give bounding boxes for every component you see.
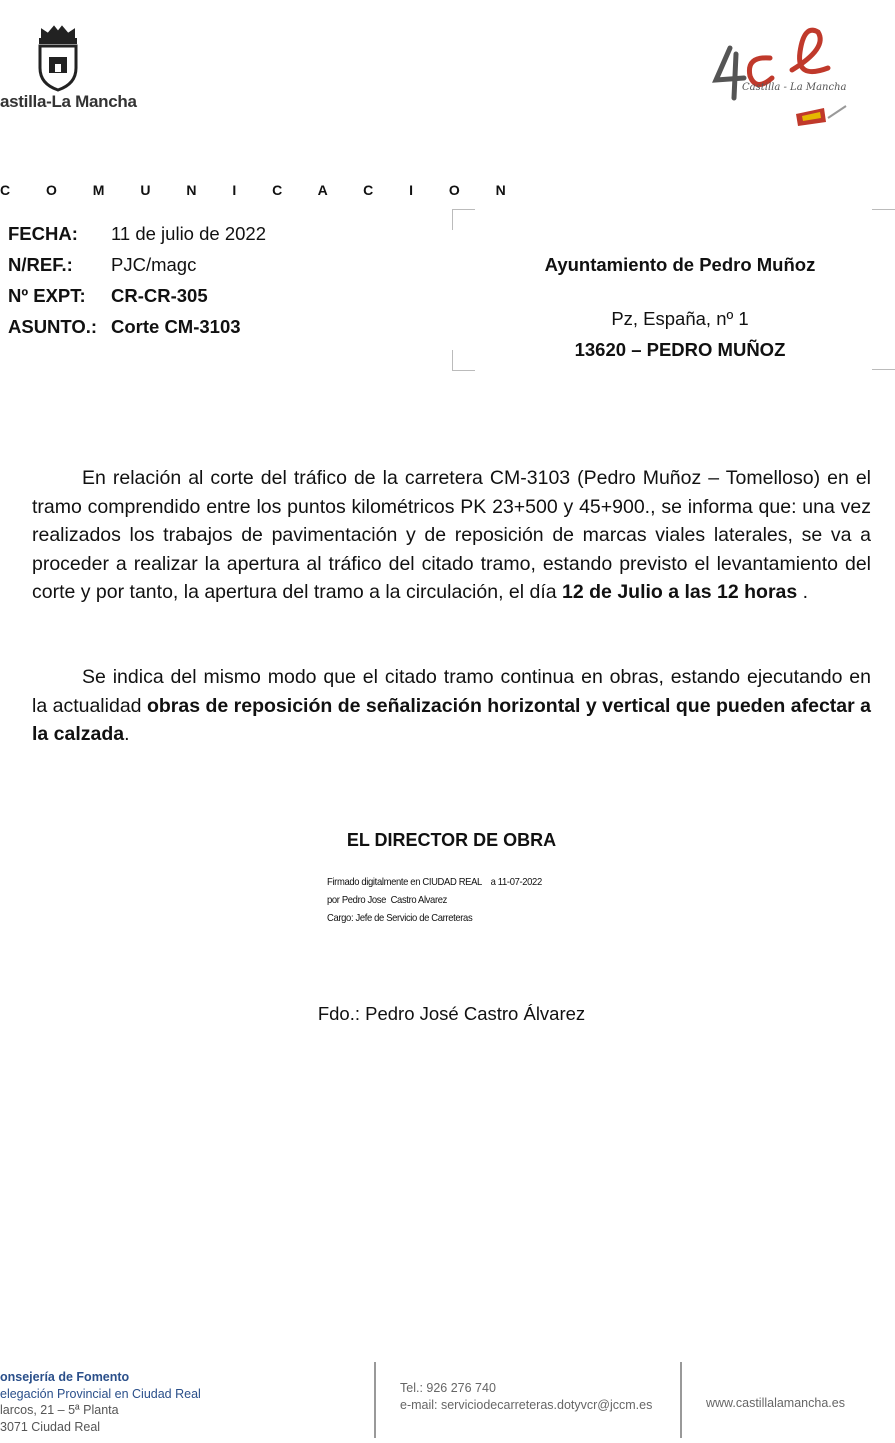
footer-email: e-mail: serviciodecarreteras.dotyvcr@jccm.es [400,1397,653,1412]
org-logo-text: astilla-La Mancha [0,92,137,111]
body-paragraph-1-text: En relación al corte del tráfico de la carretera CM-3103 (Pedro Muñoz – Tomelloso) en el tramo comprendido entre los puntos kilométricos PK 23+500 y 45+900., se informa que: una vez realizados los trabajos de pavimentación y de reposición de marcas viales laterales, se va a proceder a realizar la apertura al tráfico del citado tramo, estando previsto el levantamiento del corte y por tanto, la apertura del tramo a la circulación, el día [32,467,871,603]
document-type-heading: C O M U N I C A C I O N [0,182,522,198]
reference-label: N/REF.: [8,254,73,275]
body-paragraph-1-end: . [797,581,809,603]
recipient-name: Ayuntamiento de Pedro Muñoz [544,254,816,275]
fecha-row [8,218,266,249]
expediente-value: CR-CR-305 [111,285,208,306]
body-paragraph-2-bold: obras de reposición de señalización horizontal y vertical que pueden afectar a la calzada [32,694,871,745]
address-window-corner [872,209,895,211]
asunto-label: ASUNTO.: [8,316,98,337]
address-window-corner [452,209,475,230]
footer-telephone: Tel.: 926 276 740 [400,1381,496,1395]
footer-postal: 3071 Ciudad Real [0,1419,101,1434]
body-paragraph-2-text: Se indica del mismo modo que el citado tramo continua en obras, estando ejecutando en la actualidad [32,666,871,717]
digital-signature-line: por Pedro Jose Castro Alvarez [327,894,447,906]
footer-website: www.castillalamancha.es [706,1396,845,1410]
reference-row [8,249,266,280]
digital-signature-line: Cargo: Jefe de Servicio de Carreteras [327,912,473,924]
address-window-corner [872,369,895,371]
footer-address: larcos, 21 – 5ª Planta [0,1403,119,1417]
signer-title: EL DIRECTOR DE OBRA [346,830,557,850]
reference-value: PJC/magc [111,254,197,275]
fecha-value: 11 de julio de 2022 [111,223,266,244]
fecha-label: FECHA: [8,223,78,244]
recipient-city: 13620 – PEDRO MUÑOZ [574,339,786,360]
asunto-value: Corte CM-3103 [111,316,241,337]
footer-contact-block [400,1380,652,1413]
footer-delegation: elegación Provincial en Ciudad Real [0,1386,201,1401]
body-paragraph-2 [32,663,871,749]
recipient-street: Pz, España, nº 1 [611,308,749,329]
footer-divider [680,1362,682,1438]
footer-department: onsejería de Fomento [0,1370,130,1384]
digital-signature-line: Firmado digitalmente en CIUDAD REAL a 11-07-2022 [327,876,542,888]
body-paragraph-2-end: . [124,723,130,745]
castilla-la-mancha-crest-icon [28,24,88,92]
footer-department-block [0,1369,201,1435]
anniversary-logo [700,18,870,128]
body-paragraph-1 [32,464,871,607]
expediente-label: Nº EXPT: [8,285,86,306]
asunto-row [8,311,266,342]
footer-divider [374,1362,376,1438]
signed-by: Fdo.: Pedro José Castro Álvarez [317,1003,586,1024]
digital-signature-stamp [327,873,542,927]
body-paragraph-1-bold: 12 de Julio a las 12 horas [562,581,798,603]
anniversary-logo-icon [700,18,870,128]
anniversary-logo-text: Castilla - La Mancha [742,82,847,93]
document-metadata [8,218,266,342]
expediente-row [8,280,266,311]
